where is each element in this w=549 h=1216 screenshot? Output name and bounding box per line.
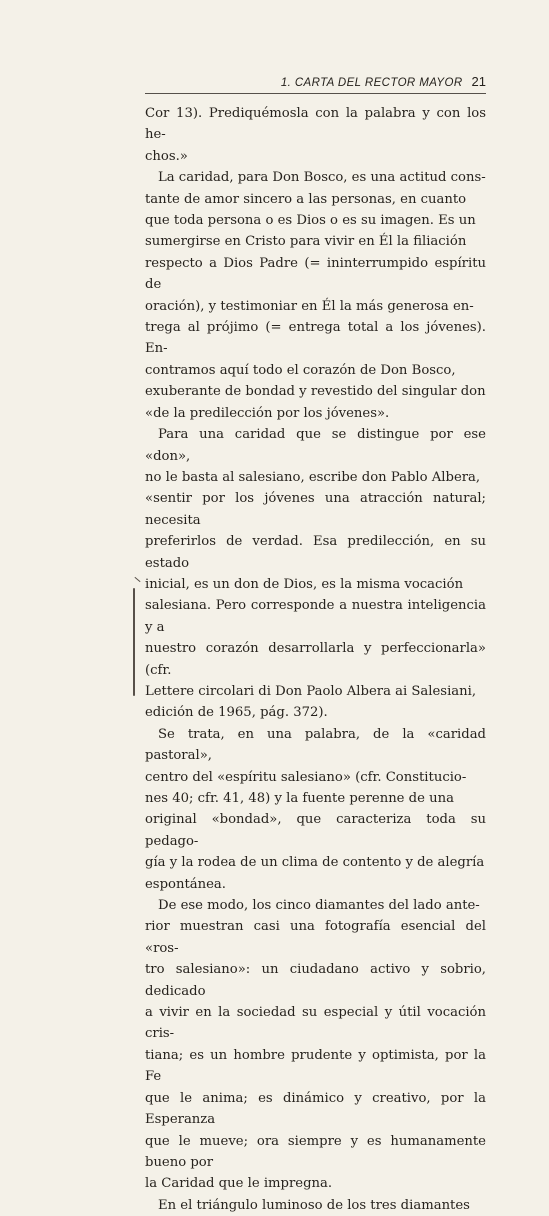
text-line: contramos aquí todo el corazón de Don Bosco,	[145, 362, 456, 378]
text-line: Cor 13). Prediquémosla con la palabra y con los he-	[145, 106, 486, 143]
text-line: oración), y testimoniar en Él la más generosa en-	[145, 298, 474, 314]
text-line: respecto a Dios Padre (= ininterrumpido espíritu de	[145, 255, 486, 293]
text-line: Para una caridad que se distingue por ese «don»,	[145, 427, 486, 464]
text-line: tro salesiano»: un ciudadano activo y sobrio, dedicado	[145, 962, 486, 999]
text-line: En el triángulo luminoso de los tres diamantes	[158, 1197, 470, 1213]
text-line: preferirlos de verdad. Esa predilección, en su estado	[145, 534, 486, 571]
text-line: La caridad, para Don Bosco, es una actitud cons-	[158, 170, 486, 186]
text-line: Lettere circolari di Don Paolo Albera ai Salesiani,	[145, 683, 477, 699]
text-line: la Caridad que le impregna.	[145, 1176, 333, 1192]
text-line: que le mueve; ora siempre y es humanamente bueno por	[145, 1133, 486, 1170]
running-header	[145, 70, 486, 94]
text-line: rior muestran casi una fotografía esencial del «ros-	[145, 919, 486, 956]
paragraph-5	[145, 895, 486, 1195]
text-line: chos.»	[145, 148, 188, 164]
text-line: no le basta al salesiano, escribe don Pablo Albera,	[145, 469, 481, 485]
text-line: sumergirse en Cristo para vivir en Él la filiación	[145, 234, 467, 250]
margin-mark-line	[133, 588, 135, 696]
text-line: «de la predilección por los jóvenes».	[145, 405, 390, 421]
text-line: salesiana. Pero corresponde a nuestra inteligencia y a	[145, 598, 486, 635]
text-line: trega al prójimo (= entrega total a los jóvenes). En-	[145, 320, 486, 357]
body-text	[145, 103, 486, 1216]
text-line: que toda persona o es Dios o es su imagen. Es un	[145, 213, 476, 229]
text-line: espontánea.	[145, 876, 226, 892]
text-line: nes 40; cfr. 41, 48) y la fuente perenne de una	[145, 791, 454, 806]
page-number: 21	[471, 74, 486, 89]
paragraph-6	[145, 1195, 486, 1216]
text-line: inicial, es un don de Dios, es la misma vocación	[145, 576, 464, 592]
text-line: edición de 1965, pág. 372).	[145, 705, 328, 721]
paragraph-4	[145, 724, 486, 895]
running-title: 1. CARTA DEL RECTOR MAYOR	[280, 77, 463, 89]
paragraph-3	[145, 424, 486, 724]
text-line: tante de amor sincero a las personas, en cuanto	[145, 191, 467, 207]
text-line: «sentir por los jóvenes una atracción natural; necesita	[145, 491, 486, 528]
text-line: Se trata, en una palabra, de la «caridad pastoral»,	[145, 726, 486, 764]
text-line: a vivir en la sociedad su especial y útil vocación cris-	[145, 1005, 486, 1042]
text-line: que le anima; es dinámico y creativo, por la Esperanza	[145, 1090, 486, 1128]
text-line: exuberante de bondad y revestido del singular don	[145, 384, 486, 400]
paragraph-1	[145, 103, 486, 167]
text-line: gía y la rodea de un clima de contento y de alegría	[145, 855, 485, 871]
paragraph-2	[145, 167, 486, 424]
text-line: De ese modo, los cinco diamantes del lado ante-	[158, 898, 480, 914]
margin-mark-tick	[134, 577, 140, 582]
text-line: nuestro corazón desarrollarla y perfeccionarla» (cfr.	[145, 641, 486, 678]
text-line: tiana; es un hombre prudente y optimista, por la Fe	[145, 1047, 486, 1085]
text-line: centro del «espíritu salesiano» (cfr. Constitucio-	[145, 769, 467, 785]
text-line: original «bondad», que caracteriza toda su pedago-	[145, 812, 486, 849]
